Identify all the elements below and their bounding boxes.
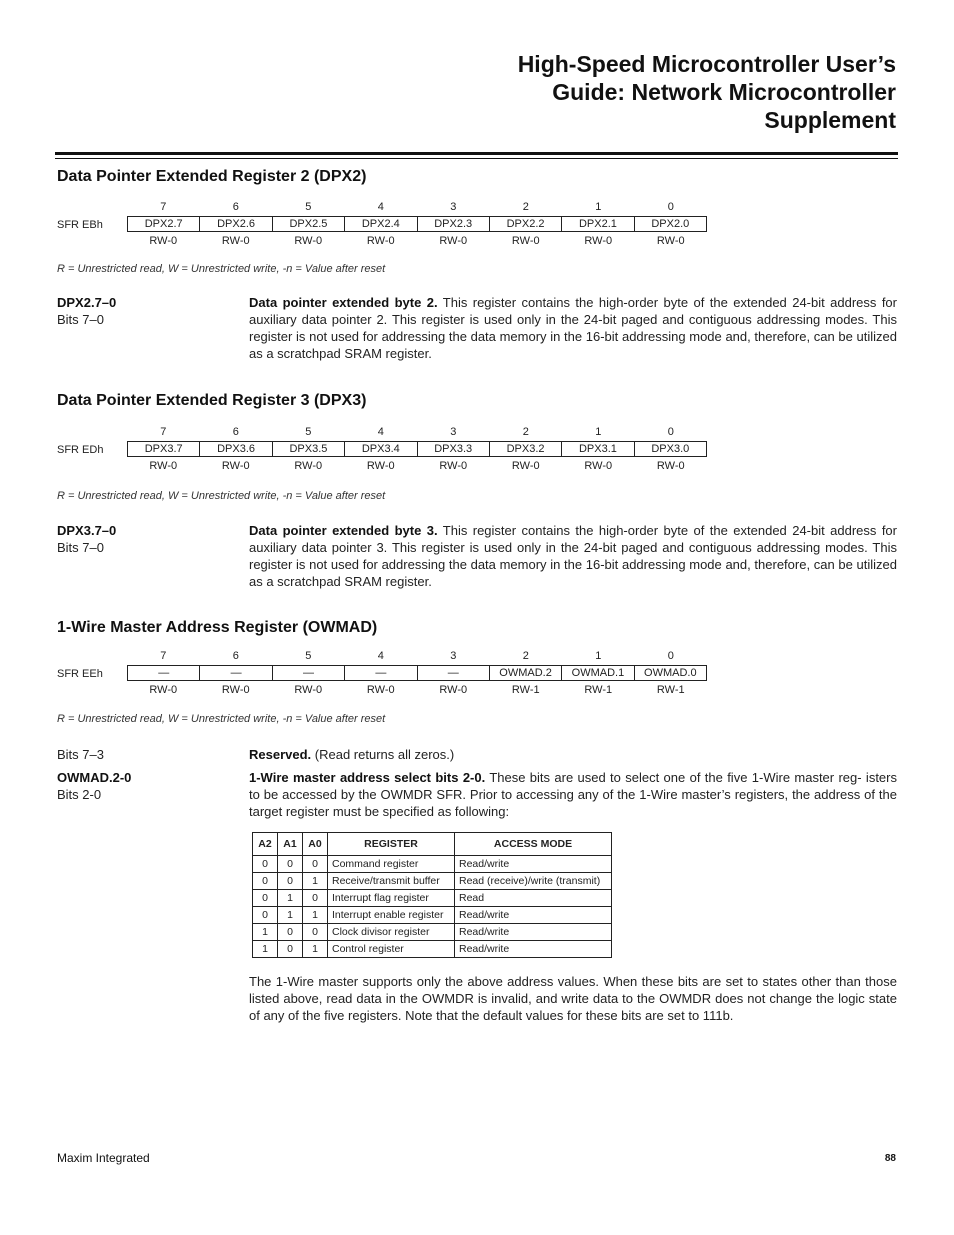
bit-number: 3 [450, 426, 457, 438]
bit-cell: DPX3.0 [634, 442, 706, 456]
cell-register: Interrupt enable register [328, 907, 455, 924]
bit-number-row [127, 649, 707, 663]
bit-number: 4 [377, 426, 384, 438]
title-line-2: Guide: Network Microcontroller [552, 79, 896, 105]
reserved-body: (Read returns all zeros.) [311, 747, 455, 762]
cell-register: Command register [328, 856, 455, 873]
reset-value-row [127, 459, 707, 473]
field-description-body: This register contains the high-order byte of the extended 24-bit address for auxiliary data pointer 3. This register is used only in the 24-bit paged and contiguous addressing modes. This register is not used for addressing the data memory in the 16-bit addressing mode and, therefore, can be utilized as a scratchpad SRAM register. [249, 523, 897, 589]
table-row [253, 856, 612, 873]
column-header-a2: A2 [253, 833, 278, 856]
cell-a2: 1 [253, 941, 278, 958]
field-description-owmad [249, 769, 897, 820]
bit-number: 0 [667, 650, 674, 662]
reset-value: RW-0 [584, 235, 613, 247]
bit-number-row [127, 425, 707, 439]
bit-number: 4 [377, 650, 384, 662]
field-description-dpx2 [249, 294, 897, 362]
bit-cell: OWMAD.1 [561, 666, 633, 680]
bit-number: 4 [377, 201, 384, 213]
reserved-bits: Bits 7–3 [57, 747, 104, 762]
bit-cell: DPX2.5 [272, 217, 344, 231]
bit-cell: DPX2.1 [561, 217, 633, 231]
section-heading-dpx2: Data Pointer Extended Register 2 (DPX2) [57, 168, 367, 185]
cell-access-mode: Read/write [455, 941, 612, 958]
column-header-register: REGISTER [328, 833, 455, 856]
cell-register: Clock divisor register [328, 924, 455, 941]
bit-cell: — [344, 666, 416, 680]
cell-a1: 0 [278, 873, 303, 890]
bit-cell: DPX3.1 [561, 442, 633, 456]
reset-value: RW-0 [511, 235, 540, 247]
bit-number: 1 [595, 426, 602, 438]
register-legend-note: R = Unrestricted read, W = Unrestricted write, -n = Value after reset [57, 263, 386, 275]
cell-register: Interrupt flag register [328, 890, 455, 907]
sfr-address: SFR EBh [57, 219, 103, 231]
table-row [253, 873, 612, 890]
bit-cell: DPX2.2 [489, 217, 561, 231]
register-legend-note: R = Unrestricted read, W = Unrestricted write, -n = Value after reset [57, 490, 386, 502]
bit-number: 6 [232, 426, 239, 438]
cell-access-mode: Read/write [455, 907, 612, 924]
reset-value: RW-0 [149, 684, 178, 696]
title-rule-thick [55, 152, 898, 155]
section-heading-dpx3: Data Pointer Extended Register 3 (DPX3) [57, 392, 367, 409]
cell-a2: 0 [253, 890, 278, 907]
cell-register: Receive/transmit buffer [328, 873, 455, 890]
column-header-a1: A1 [278, 833, 303, 856]
owmad-closing-paragraph: The 1-Wire master supports only the above address values. When these bits are set to states other than those listed above, read data in the OWMDR is invalid, and write data to the OWMDR does not change the logic state of any of the five registers. Note that the default values for these bits are set to 111b. [249, 974, 897, 1023]
bit-number: 0 [667, 426, 674, 438]
bit-number: 5 [305, 201, 312, 213]
cell-access-mode: Read (receive)/write (transmit) [455, 873, 612, 890]
bit-cell: DPX3.5 [272, 442, 344, 456]
bit-cell: DPX2.0 [634, 217, 706, 231]
reset-value: RW-0 [366, 684, 395, 696]
bit-cell: DPX2.3 [417, 217, 489, 231]
field-description-lead: Data pointer extended byte 2. [249, 295, 438, 310]
reset-value: RW-0 [221, 684, 250, 696]
reserved-lead: Reserved. [249, 747, 312, 762]
field-description-dpx3 [249, 522, 897, 590]
bit-cell: OWMAD.2 [489, 666, 561, 680]
reset-value: RW-1 [656, 684, 685, 696]
sfr-address: SFR EDh [57, 444, 104, 456]
field-bits-dpx3: Bits 7–0 [57, 540, 104, 555]
reset-value-row [127, 234, 707, 248]
cell-access-mode: Read [455, 890, 612, 907]
bit-number: 0 [667, 201, 674, 213]
cell-a0: 0 [303, 856, 328, 873]
bit-number: 5 [305, 650, 312, 662]
reset-value: RW-0 [511, 460, 540, 472]
field-name-owmad: OWMAD.2-0 [57, 770, 132, 785]
cell-a2: 0 [253, 873, 278, 890]
cell-register: Control register [328, 941, 455, 958]
field-description-body: These bits are used to select one of the five 1-Wire master reg- isters to be accessed by the OWMDR SFR. Prior to accessing any of the 1-Wire master’s registers, the address of the target register must be specified as following: [249, 770, 897, 819]
register-legend-note: R = Unrestricted read, W = Unrestricted write, -n = Value after reset [57, 713, 386, 725]
reserved-description [249, 746, 897, 763]
field-bits-owmad: Bits 2-0 [57, 787, 102, 802]
reset-value: RW-0 [656, 460, 685, 472]
bit-number: 2 [522, 426, 529, 438]
section-heading-owmad: 1-Wire Master Address Register (OWMAD) [57, 619, 378, 636]
bit-field-row [127, 441, 707, 457]
column-header-access-mode: ACCESS MODE [455, 833, 612, 856]
bit-cell: DPX3.3 [417, 442, 489, 456]
bit-cell: — [417, 666, 489, 680]
reset-value: RW-0 [221, 460, 250, 472]
cell-a1: 0 [278, 856, 303, 873]
cell-a2: 0 [253, 907, 278, 924]
reset-value: RW-0 [366, 460, 395, 472]
bit-cell: — [272, 666, 344, 680]
cell-a1: 0 [278, 941, 303, 958]
reset-value: RW-0 [584, 460, 613, 472]
field-name-dpx2: DPX2.7–0 [57, 295, 117, 310]
reset-value: RW-0 [366, 235, 395, 247]
bit-number: 1 [595, 201, 602, 213]
bit-number: 6 [232, 650, 239, 662]
bit-cell: — [199, 666, 271, 680]
cell-a0: 1 [303, 873, 328, 890]
reset-value: RW-0 [439, 235, 468, 247]
reset-value: RW-0 [221, 235, 250, 247]
sfr-address: SFR EEh [57, 668, 103, 680]
bit-cell: DPX3.4 [344, 442, 416, 456]
title-line-1: High-Speed Microcontroller User’s [517, 51, 896, 77]
cell-a0: 1 [303, 941, 328, 958]
bit-number: 7 [160, 650, 167, 662]
reset-value: RW-0 [439, 684, 468, 696]
reset-value: RW-1 [511, 684, 540, 696]
reset-value: RW-0 [294, 684, 323, 696]
bit-cell: DPX3.6 [199, 442, 271, 456]
bit-cell: DPX2.7 [144, 218, 183, 230]
cell-a2: 0 [253, 856, 278, 873]
title-line-3: Supplement [764, 107, 896, 133]
bit-field-row [127, 216, 707, 232]
bit-number: 7 [160, 426, 167, 438]
bit-number: 2 [522, 201, 529, 213]
bit-cell: DPX3.2 [489, 442, 561, 456]
bit-cell: OWMAD.0 [634, 666, 706, 680]
bit-cell: DPX3.7 [144, 443, 183, 455]
bit-number-row [127, 200, 707, 214]
reset-value: RW-0 [294, 460, 323, 472]
cell-a2: 1 [253, 924, 278, 941]
reset-value: RW-1 [584, 684, 613, 696]
address-select-table [252, 832, 612, 958]
field-description-lead: 1-Wire master address select bits 2-0. [249, 770, 486, 785]
cell-access-mode: Read/write [455, 924, 612, 941]
reset-value: RW-0 [149, 235, 178, 247]
cell-a0: 0 [303, 924, 328, 941]
bit-number: 3 [450, 201, 457, 213]
bit-cell: DPX2.6 [199, 217, 271, 231]
field-bits-dpx2: Bits 7–0 [57, 312, 104, 327]
bit-number: 7 [160, 201, 167, 213]
cell-a1: 0 [278, 924, 303, 941]
reset-value: RW-0 [656, 235, 685, 247]
document-title [376, 50, 896, 134]
title-rule-thin [55, 158, 898, 159]
reset-value-row [127, 683, 707, 697]
table-row [253, 941, 612, 958]
cell-access-mode: Read/write [455, 856, 612, 873]
table-row [253, 907, 612, 924]
table-row [253, 924, 612, 941]
page-number: 88 [884, 1153, 896, 1164]
field-name-dpx3: DPX3.7–0 [57, 523, 117, 538]
reset-value: RW-0 [439, 460, 468, 472]
bit-cell: — [158, 667, 170, 679]
reset-value: RW-0 [294, 235, 323, 247]
reset-value: RW-0 [149, 460, 178, 472]
bit-field-row [127, 665, 707, 681]
field-description-body: This register contains the high-order byte of the extended 24-bit address for auxiliary data pointer 2. This register is used only in the 24-bit paged and contiguous addressing modes. This register is not used for addressing the data memory in the 16-bit addressing mode and, therefore, can be utilized as a scratchpad SRAM register. [249, 295, 897, 361]
bit-number: 1 [595, 650, 602, 662]
table-header-row [253, 833, 612, 856]
bit-number: 5 [305, 426, 312, 438]
cell-a0: 1 [303, 907, 328, 924]
column-header-a0: A0 [303, 833, 328, 856]
field-description-lead: Data pointer extended byte 3. [249, 523, 438, 538]
bit-number: 2 [522, 650, 529, 662]
cell-a1: 1 [278, 907, 303, 924]
bit-number: 6 [232, 201, 239, 213]
footer-company: Maxim Integrated [57, 1151, 150, 1165]
table-row [253, 890, 612, 907]
bit-number: 3 [450, 650, 457, 662]
cell-a1: 1 [278, 890, 303, 907]
bit-cell: DPX2.4 [344, 217, 416, 231]
cell-a0: 0 [303, 890, 328, 907]
